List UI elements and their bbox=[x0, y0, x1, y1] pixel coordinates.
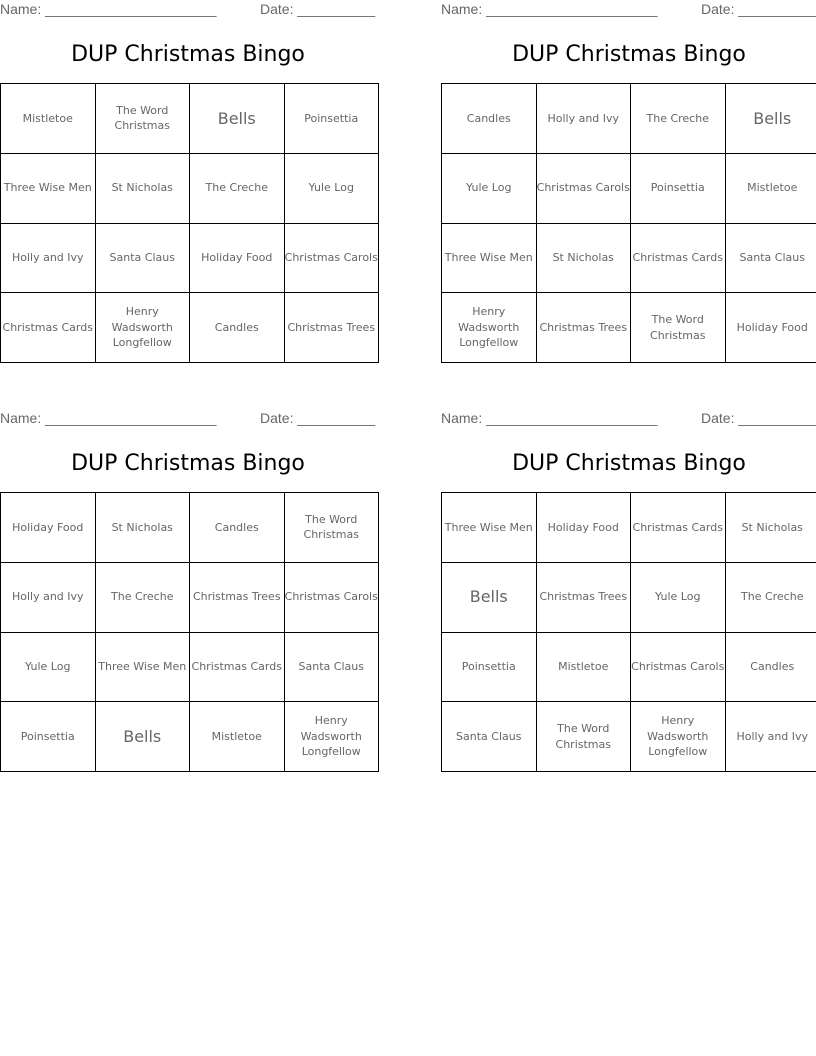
grid-row bbox=[1, 562, 379, 632]
bingo-cell: Candles bbox=[190, 293, 285, 363]
bingo-cell: The Word Christmas bbox=[95, 84, 190, 154]
bingo-cell: Christmas Trees bbox=[536, 562, 631, 632]
bingo-cell: Santa Claus bbox=[725, 223, 816, 293]
bingo-cell: Christmas Cards bbox=[1, 293, 96, 363]
grid-row bbox=[1, 223, 379, 293]
bingo-cell: Mistletoe bbox=[1, 84, 96, 154]
bingo-cell: Holiday Food bbox=[1, 493, 96, 563]
bingo-card-1 bbox=[0, 0, 376, 370]
grid-row bbox=[1, 632, 379, 702]
bingo-cell: Henry Wadsworth Longfellow bbox=[442, 293, 537, 363]
bingo-cell: The Word Christmas bbox=[631, 293, 726, 363]
name-field-label: Name: ______________________ bbox=[0, 1, 217, 17]
bingo-card-4 bbox=[441, 409, 816, 779]
bingo-cell: Yule Log bbox=[442, 153, 537, 223]
grid-row bbox=[442, 632, 816, 702]
bingo-cell: Christmas Trees bbox=[284, 293, 379, 363]
bingo-cell: St Nicholas bbox=[536, 223, 631, 293]
grid-row bbox=[1, 702, 379, 772]
name-field-label: Name: ______________________ bbox=[441, 410, 658, 426]
name-field-label: Name: ______________________ bbox=[441, 1, 658, 17]
bingo-cell: St Nicholas bbox=[95, 153, 190, 223]
bingo-cell: Christmas Trees bbox=[536, 293, 631, 363]
bingo-cell: Holly and Ivy bbox=[536, 84, 631, 154]
card-title: DUP Christmas Bingo bbox=[71, 42, 305, 67]
grid-row bbox=[442, 702, 816, 772]
card-title: DUP Christmas Bingo bbox=[512, 42, 746, 67]
bingo-cell: St Nicholas bbox=[725, 493, 816, 563]
bingo-cell: Yule Log bbox=[631, 562, 726, 632]
bingo-cell: The Creche bbox=[95, 562, 190, 632]
date-field-label: Date: __________ bbox=[701, 410, 816, 426]
grid-row bbox=[1, 84, 379, 154]
bingo-cell: St Nicholas bbox=[95, 493, 190, 563]
bingo-cell: The Creche bbox=[190, 153, 285, 223]
bingo-cell: Three Wise Men bbox=[1, 153, 96, 223]
bingo-cell: Christmas Cards bbox=[631, 493, 726, 563]
bingo-cell: Holiday Food bbox=[536, 493, 631, 563]
name-date-line bbox=[441, 410, 816, 430]
name-field-label: Name: ______________________ bbox=[0, 410, 217, 426]
bingo-cell: The Creche bbox=[725, 562, 816, 632]
bingo-cell: Bells bbox=[725, 84, 816, 154]
bingo-cell: Candles bbox=[190, 493, 285, 563]
bingo-grid bbox=[441, 83, 816, 363]
bingo-cell: Poinsettia bbox=[631, 153, 726, 223]
bingo-cell: Bells bbox=[190, 84, 285, 154]
bingo-cell: The Word Christmas bbox=[536, 702, 631, 772]
bingo-cell: Santa Claus bbox=[284, 632, 379, 702]
bingo-grid bbox=[0, 83, 379, 363]
bingo-cell: Yule Log bbox=[284, 153, 379, 223]
bingo-cell: Holly and Ivy bbox=[1, 223, 96, 293]
bingo-cell: Three Wise Men bbox=[442, 493, 537, 563]
bingo-card-3 bbox=[0, 409, 376, 779]
bingo-cell: Poinsettia bbox=[442, 632, 537, 702]
bingo-cell: Mistletoe bbox=[536, 632, 631, 702]
bingo-cell: Candles bbox=[725, 632, 816, 702]
grid-row bbox=[442, 84, 816, 154]
grid-row bbox=[442, 562, 816, 632]
grid-row bbox=[442, 293, 816, 363]
bingo-cell: Mistletoe bbox=[725, 153, 816, 223]
bingo-cell: Bells bbox=[442, 562, 537, 632]
bingo-cell: Christmas Trees bbox=[190, 562, 285, 632]
grid-row bbox=[1, 493, 379, 563]
bingo-cell: Henry Wadsworth Longfellow bbox=[631, 702, 726, 772]
bingo-cell: Holly and Ivy bbox=[1, 562, 96, 632]
grid-row bbox=[1, 293, 379, 363]
bingo-cell: The Word Christmas bbox=[284, 493, 379, 563]
card-title: DUP Christmas Bingo bbox=[71, 451, 305, 476]
date-field-label: Date: __________ bbox=[260, 410, 376, 426]
date-field-label: Date: __________ bbox=[260, 1, 376, 17]
grid-row bbox=[442, 153, 816, 223]
bingo-cell: Yule Log bbox=[1, 632, 96, 702]
bingo-cell: Bells bbox=[95, 702, 190, 772]
bingo-cell: Christmas Cards bbox=[190, 632, 285, 702]
bingo-cell: Santa Claus bbox=[95, 223, 190, 293]
bingo-cell: Henry Wadsworth Longfellow bbox=[284, 702, 379, 772]
bingo-cell: Three Wise Men bbox=[95, 632, 190, 702]
grid-row bbox=[1, 153, 379, 223]
bingo-cell: Christmas Carols bbox=[284, 223, 379, 293]
bingo-cell: Christmas Carols bbox=[536, 153, 631, 223]
bingo-cell: Poinsettia bbox=[1, 702, 96, 772]
bingo-cell: Holiday Food bbox=[725, 293, 816, 363]
bingo-cell: The Creche bbox=[631, 84, 726, 154]
grid-row bbox=[442, 223, 816, 293]
bingo-cell: Santa Claus bbox=[442, 702, 537, 772]
name-date-line bbox=[0, 410, 376, 430]
bingo-cell: Mistletoe bbox=[190, 702, 285, 772]
bingo-cell: Three Wise Men bbox=[442, 223, 537, 293]
bingo-cell: Candles bbox=[442, 84, 537, 154]
bingo-cell: Poinsettia bbox=[284, 84, 379, 154]
name-date-line bbox=[0, 1, 376, 21]
grid-row bbox=[442, 493, 816, 563]
bingo-cell: Henry Wadsworth Longfellow bbox=[95, 293, 190, 363]
bingo-card-2 bbox=[441, 0, 816, 370]
bingo-grid bbox=[441, 492, 816, 772]
card-title: DUP Christmas Bingo bbox=[512, 451, 746, 476]
bingo-cell: Holiday Food bbox=[190, 223, 285, 293]
bingo-grid bbox=[0, 492, 379, 772]
bingo-cell: Holly and Ivy bbox=[725, 702, 816, 772]
bingo-cell: Christmas Cards bbox=[631, 223, 726, 293]
bingo-cell: Christmas Carols bbox=[631, 632, 726, 702]
bingo-cell: Christmas Carols bbox=[284, 562, 379, 632]
date-field-label: Date: __________ bbox=[701, 1, 816, 17]
name-date-line bbox=[441, 1, 816, 21]
